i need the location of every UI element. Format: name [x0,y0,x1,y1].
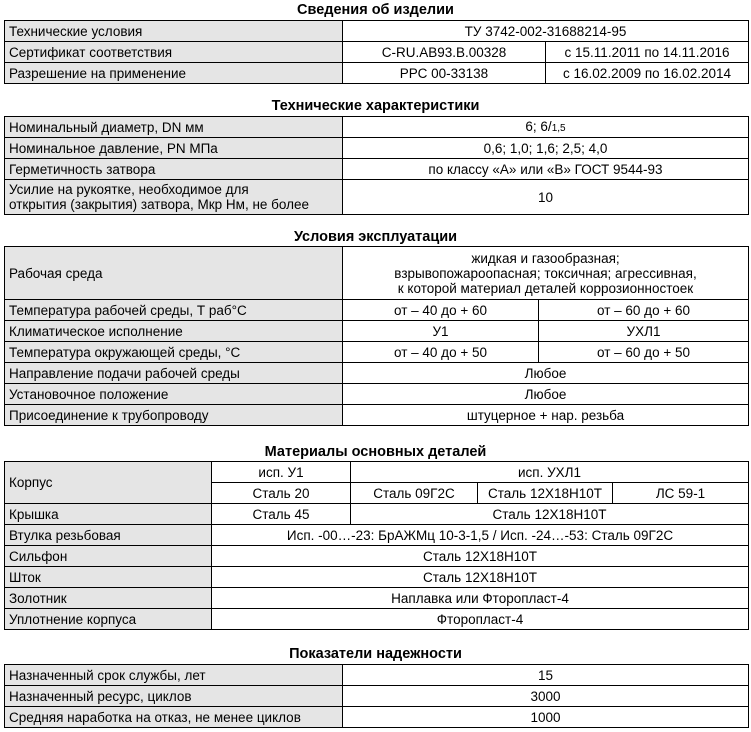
table-row [5,665,749,686]
seal-label: Уплотнение корпуса [5,609,212,630]
table-row [5,504,749,525]
table-row [5,567,749,588]
seal-value: Фторопласт-4 [212,609,749,630]
spool-label: Золотник [5,588,212,609]
service-life-label: Назначенный срок службы, лет [5,665,343,686]
body-uhl1-steel12x18: Сталь 12Х18Н10Т [478,483,613,504]
ambient-temp-uhl1: от – 60 до + 50 [539,342,749,363]
body-uhl1-brass: ЛС 59-1 [613,483,749,504]
table-row [5,342,749,363]
diameter-value [343,117,749,138]
bushing-label: Втулка резьбовая [5,525,212,546]
permit-period: с 16.02.2009 по 16.02.2014 [546,63,749,84]
product-info-title: Сведения об изделии [297,2,454,18]
ambient-temp-u1: от – 40 до + 50 [343,342,539,363]
table-row [5,321,749,342]
diameter-small: 1,5 [551,122,566,134]
table-row [5,707,749,728]
materials-title: Материалы основных деталей [264,444,487,460]
table-row [5,138,749,159]
certificate-label: Сертификат соответствия [5,42,343,63]
resource-label: Назначенный ресурс, циклов [5,686,343,707]
medium-line2: взрывопожароопасная; токсичная; агрессивная, [394,265,697,281]
table-row [5,42,749,63]
specs-title: Технические характеристики [271,98,480,114]
table-row [5,21,749,42]
tightness-value: по классу «А» или «В» ГОСТ 9544-93 [343,159,749,180]
position-label: Установочное положение [5,384,343,405]
climate-label: Климатическое исполнение [5,321,343,342]
materials-table [4,461,749,630]
table-row [5,405,749,426]
bellows-value: Сталь 12Х18Н10Т [212,546,749,567]
bushing-value: Исп. -00…-23: БрАЖМц 10-3-1,5 / Исп. -24…-53: Сталь 09Г2С [212,525,749,546]
cover-uhl1: Сталь 12Х18Н10Т [351,504,749,525]
specs-table [4,116,749,215]
handle-force-label-line1: Усилие на рукоятке, необходимое для [9,182,249,197]
table-row [5,462,749,483]
table-row [5,300,749,321]
tech-conditions-label: Технические условия [5,21,343,42]
stem-label: Шток [5,567,212,588]
cover-u1: Сталь 45 [212,504,351,525]
operation-table [4,246,749,426]
table-row [5,180,749,215]
body-u1: Сталь 20 [212,483,351,504]
direction-label: Направление подачи рабочей среды [5,363,343,384]
reliability-table [4,664,749,728]
uhl1-header: исп. УХЛ1 [351,462,749,483]
bellows-label: Сильфон [5,546,212,567]
tightness-label: Герметичность затвора [5,159,343,180]
certificate-number: C-RU.AB93.B.00328 [343,42,546,63]
resource-value: 3000 [343,686,749,707]
direction-value: Любое [343,363,749,384]
medium-value [343,247,749,300]
certificate-period: с 15.11.2011 по 14.11.2016 [546,42,749,63]
body-uhl1-steel09g2s: Сталь 09Г2С [351,483,478,504]
work-temp-u1: от – 40 до + 60 [343,300,539,321]
stem-value: Сталь 12Х18Н10Т [212,567,749,588]
table-row [5,159,749,180]
table-row [5,63,749,84]
body-label: Корпус [5,462,212,504]
table-row [5,588,749,609]
service-life-value: 15 [343,665,749,686]
table-row [5,117,749,138]
pressure-label: Номинальное давление, PN МПа [5,138,343,159]
connection-label: Присоединение к трубопроводу [5,405,343,426]
table-row [5,363,749,384]
diameter-label: Номинальный диаметр, DN мм [5,117,343,138]
table-row [5,247,749,300]
table-row [5,546,749,567]
table-row [5,609,749,630]
tech-conditions-value: ТУ 3742-002-31688214-95 [343,21,749,42]
medium-line1: жидкая и газообразная; [471,250,620,266]
climate-uhl1: УХЛ1 [539,321,749,342]
medium-label: Рабочая среда [5,247,343,300]
cover-label: Крышка [5,504,212,525]
table-row [5,686,749,707]
mtbf-label: Средняя наработка на отказ, не менее циклов [5,707,343,728]
reliability-title: Показатели надежности [289,646,462,662]
permit-number: РРС 00-33138 [343,63,546,84]
diameter-main: 6; 6/ [525,118,552,134]
handle-force-label [5,180,343,215]
product-info-table [4,20,749,84]
work-temp-label: Температура рабочей среды, Т раб°С [5,300,343,321]
pressure-value: 0,6; 1,0; 1,6; 2,5; 4,0 [343,138,749,159]
work-temp-uhl1: от – 60 до + 60 [539,300,749,321]
table-row [5,384,749,405]
u1-header: исп. У1 [212,462,351,483]
table-row [5,525,749,546]
permit-label: Разрешение на применение [5,63,343,84]
medium-line3: к которой материал деталей коррозионностоек [397,280,694,296]
handle-force-label-line2: открытия (закрытия) затвора, Мкр Нм, не более [9,197,310,212]
handle-force-value: 10 [343,180,749,215]
mtbf-value: 1000 [343,707,749,728]
operation-title: Условия эксплуатации [293,229,458,245]
connection-value: штуцерное + нар. резьба [343,405,749,426]
position-value: Любое [343,384,749,405]
spool-value: Наплавка или Фторопласт-4 [212,588,749,609]
climate-u1: У1 [343,321,539,342]
ambient-temp-label: Температура окружающей среды, °С [5,342,343,363]
